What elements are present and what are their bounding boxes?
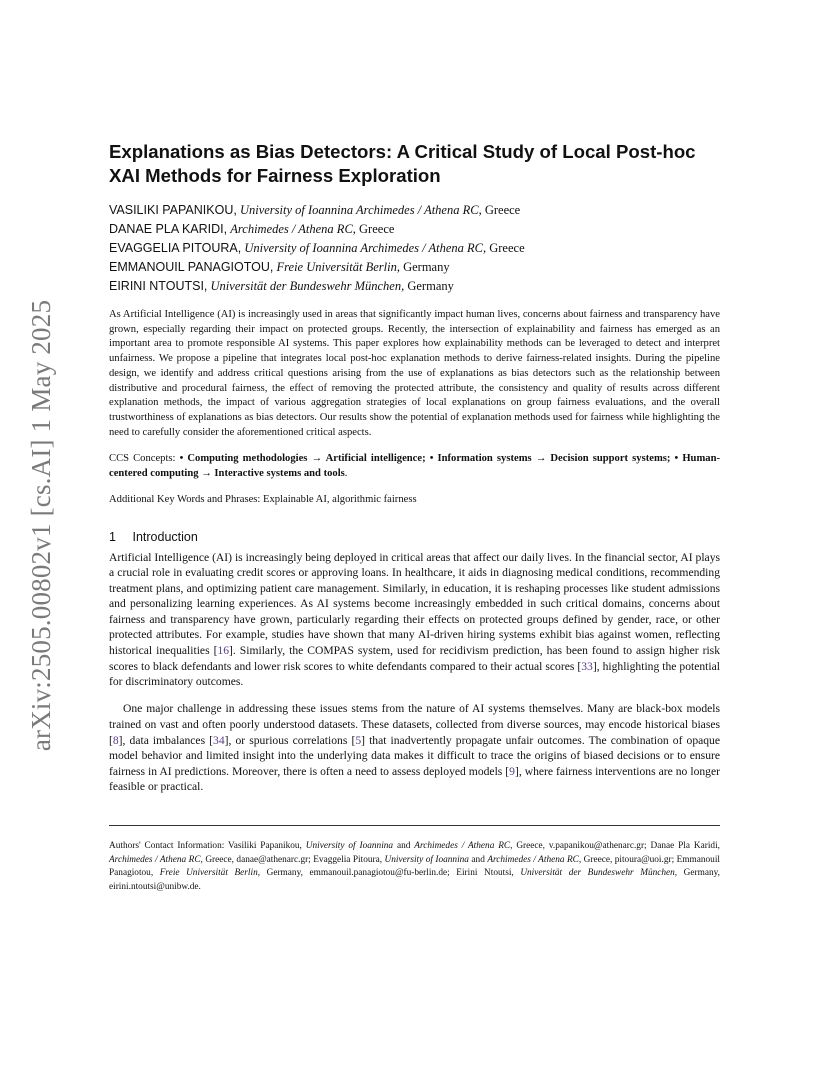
keywords: Additional Key Words and Phrases: Explainable AI, algorithmic fairness (109, 493, 417, 505)
paragraph (109, 701, 720, 795)
ccs-concepts (109, 451, 720, 481)
paragraph-text: ]. Similarly, the COMPAS system, used for recidivism prediction, has been found to assign higher risk scores to black defendants and lower risk scores to white defendants compared to their actual scores [ (109, 644, 720, 673)
paper-title: Explanations as Bias Detectors: A Critical Study of Local Post-hoc XAI Methods for Fairness Exploration (109, 141, 696, 186)
citation-link[interactable]: 34 (213, 733, 225, 747)
author-line (109, 277, 720, 296)
author-name: VASILIKI PAPANIKOU, (109, 203, 237, 217)
author-name: EIRINI NTOUTSI, (109, 279, 208, 293)
footnote-rule (109, 825, 720, 826)
author-affiliation: Freie Universität Berlin, (276, 260, 400, 274)
author-name: DANAE PLA KARIDI, (109, 222, 228, 236)
citation-link[interactable]: 9 (509, 764, 515, 778)
citation-link[interactable]: 8 (112, 733, 119, 747)
author-country: Greece (359, 222, 395, 236)
section-title: Introduction (132, 529, 198, 544)
paragraph-text: ], data imbalances [ (118, 733, 214, 747)
ccs-concept: • Human-centered computing → Interactive systems and tools (109, 452, 720, 479)
paragraph-text: One major challenge in addressing these issues stems from the nature of AI systems themselves. Many are black-box models trained on vast and often poorly understood datasets. These datasets, collected from diverse sources, may encode historical biases [ (109, 702, 720, 747)
author-line (109, 201, 720, 220)
arxiv-id: arXiv:2505.00802v1 [cs.AI] 1 May 2025 (26, 299, 57, 751)
abstract: As Artificial Intelligence (AI) is increasingly used in areas that significantly impact human lives, concerns about fairness and transparency have grown, especially regarding their impact on protected groups. Recently, the intersection of explainability and fairness has emerged as an important area to promote responsible AI systems. This paper explores how explainability methods can be leveraged to detect and interpret unfairness. We propose a pipeline that integrates local post-hoc explanation methods to derive fairness-related insights. During the pipeline design, we identify and address critical questions arising from the use of explanations as bias detectors such as the relationship between distributive and procedural fairness, the effect of removing the protected attribute, the consistency and quality of results across different explanation methods, the impact of various aggregation strategies of local explanations on group fairness evaluations, and the overall trustworthiness of explanations as bias detectors. Our results show the potential of explanation methods used for fairness while highlighting the need to carefully consider the aforementioned critical aspects. (109, 309, 720, 438)
paragraph-text: ], or spurious correlations [ (224, 733, 356, 747)
author-contact-footnote (109, 840, 720, 894)
author-affiliation: Universität der Bundeswehr München, (210, 279, 405, 293)
footnote-affiliation: Archimedes / Athena RC (109, 854, 201, 865)
ccs-concept: • Information systems → Decision support systems; (429, 452, 671, 464)
author-list (109, 201, 720, 296)
paragraph-text: ] that inadvertently propagate unfair outcomes. The combination of opaque model behavior and limited insight into the underlying data makes it difficult to trace the origins of biased decisions or to ensure fairness in AI predictions. Moreover, there is often a need to assess deployed models [ (109, 733, 720, 778)
footnote-text: , Greece, danae@athenarc.gr; Evaggelia Pitoura, (200, 854, 385, 865)
author-name: EVAGGELIA PITOURA, (109, 241, 242, 255)
author-line (109, 239, 720, 258)
citation-link[interactable]: 33 (581, 659, 593, 673)
footnote-text: Authors' Contact Information: Vasiliki Papanikou, (109, 841, 306, 852)
arxiv-stamp (22, 290, 62, 760)
footnote-affiliation: University of Ioannina (305, 841, 394, 852)
citation-link[interactable]: 16 (217, 644, 230, 658)
author-affiliation: University of Ioannina Archimedes / Athena RC, (239, 203, 482, 217)
footnote-text: , Germany, emmanouil.panagiotou@fu-berlin.de; Eirini Ntoutsi, (257, 868, 521, 879)
footnote-text: and (393, 841, 415, 852)
paragraph-text: ], highlighting the potential for discriminatory outcomes. (109, 659, 720, 689)
ccs-end: . (344, 467, 348, 479)
author-country: Germany (407, 279, 454, 293)
section-number: 1 (109, 529, 116, 544)
footnote-affiliation: Universität der Bundeswehr München (520, 868, 675, 879)
footnote-text: , Greece, v.papanikou@athenarc.gr; Danae Pla Karidi, (510, 841, 720, 852)
author-country: Greece (484, 203, 521, 217)
citation-link[interactable]: 5 (355, 733, 362, 747)
paper-body (109, 140, 720, 807)
section-heading (109, 529, 720, 545)
ccs-concept: • Computing methodologies → Artificial intelligence; (179, 452, 426, 464)
author-name: EMMANOUIL PANAGIOTOU, (109, 260, 274, 274)
paragraph-text: ], where fairness interventions are no longer feasible or practical. (109, 764, 720, 794)
ccs-label: CCS Concepts: (109, 452, 176, 464)
footnote-affiliation: Archimedes / Athena RC (414, 841, 511, 852)
author-line (109, 258, 720, 277)
footnote-text: , Greece, pitoura@uoi.gr; Emmanouil Panagiotou, (109, 854, 720, 879)
author-affiliation: Archimedes / Athena RC, (230, 222, 356, 236)
footnote-affiliation: University of Ioannina (384, 854, 469, 865)
paragraph-text: Artificial Intelligence (AI) is increasingly being deployed in critical areas that affect our daily lives. In the financial sector, AI plays a crucial role in evaluating credit scores or approving loans. In healthcare, it aids in diagnosing medical conditions, recommending treatment plans, and optimizing patient care management. Similarly, in education, it is reshaping processes like student admissions and personalizing learning experiences. As AI systems become increasingly embedded in such critical domains, concerns about fairness and transparency have grown, particularly regarding their effects on protected groups defined by gender, race, or other protected attributes. For example, studies have shown that many AI-driven hiring systems exhibit bias against women, reflecting historical inequalities [ (109, 550, 720, 658)
footnote-affiliation: Archimedes / Athena RC (487, 854, 579, 865)
paragraph (109, 550, 720, 690)
author-affiliation: University of Ioannina Archimedes / Athena RC, (244, 241, 487, 255)
footnote-text: and (468, 854, 488, 865)
footnote-affiliation: Freie Universität Berlin (159, 868, 258, 879)
author-country: Greece (489, 241, 525, 255)
author-line (109, 220, 720, 239)
author-country: Germany (403, 260, 450, 274)
footnote-text: , Germany, eirini.ntoutsi@unibw.de. (109, 868, 720, 893)
